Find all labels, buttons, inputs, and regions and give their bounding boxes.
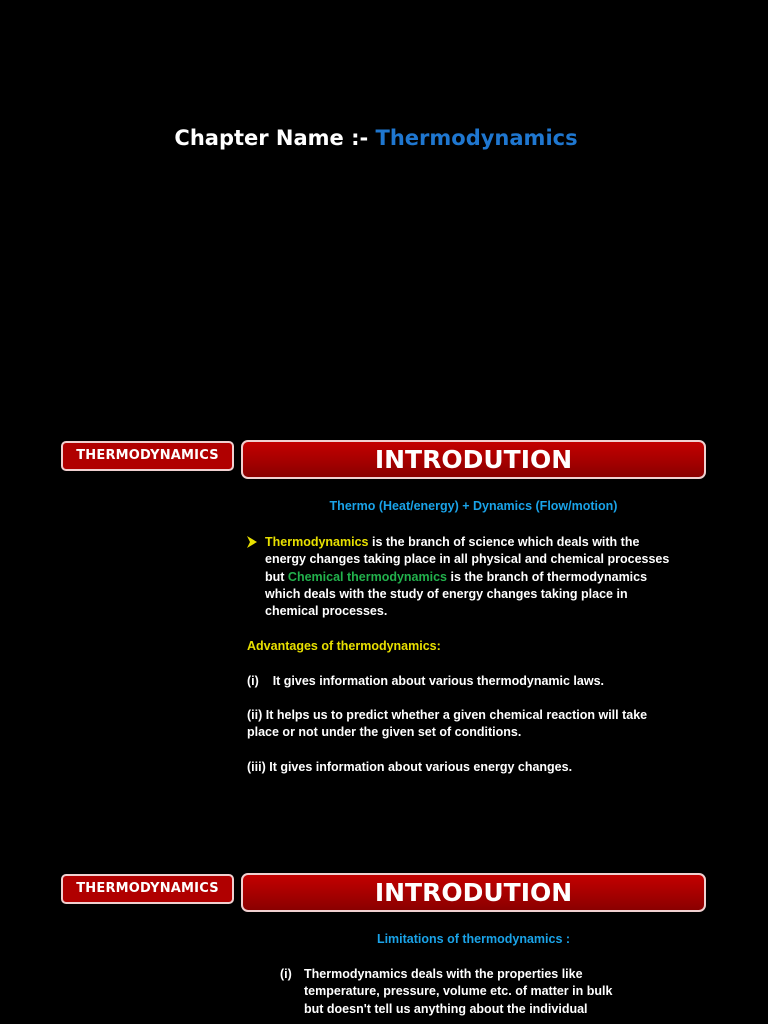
slide1-section-tag: THERMODYNAMICS: [61, 441, 234, 471]
limitations-heading: Limitations of thermodynamics :: [376, 932, 571, 946]
advantage-i: (i) It gives information about various thermodynamic laws.: [247, 674, 605, 688]
chapter-title: [0, 126, 752, 150]
slide1-para-line5: chemical processes.: [265, 604, 388, 618]
slide1-banner-title: INTRODUTION: [241, 440, 706, 479]
limitation-i-marker: (i): [280, 967, 292, 981]
advantages-heading: Advantages of thermodynamics:: [247, 639, 441, 653]
bullet-arrow-icon: [247, 536, 257, 548]
slide2-section-tag: THERMODYNAMICS: [61, 874, 234, 904]
slide1-para-line1: Thermodynamics is the branch of science which deals with the: [265, 535, 640, 549]
chapter-label: Chapter Name :-: [174, 126, 376, 150]
slide1-para-line3: but Chemical thermodynamics is the branch of thermodynamics: [265, 570, 648, 584]
advantage-ii-line1: (ii) It helps us to predict whether a given chemical reaction will take: [247, 708, 648, 722]
term-thermodynamics: Thermodynamics: [265, 535, 369, 549]
slide1-para-line4: which deals with the study of energy changes taking place in: [265, 587, 628, 601]
chapter-topic: Thermodynamics: [375, 126, 578, 150]
advantage-iii: (iii) It gives information about various energy changes.: [247, 760, 573, 774]
slide1-para-line2: energy changes taking place in all physical and chemical processes: [265, 552, 670, 566]
slide2-banner-title: INTRODUTION: [241, 873, 706, 912]
limitation-i-line3: but doesn't tell us anything about the individual: [304, 1002, 588, 1016]
limitation-i-line1: Thermodynamics deals with the properties like: [304, 967, 583, 981]
limitation-i-line2: temperature, pressure, volume etc. of matter in bulk: [304, 984, 613, 998]
advantage-ii-line2: place or not under the given set of conditions.: [247, 725, 522, 739]
slide1-formula: Thermo (Heat/energy) + Dynamics (Flow/motion): [329, 499, 618, 513]
term-chemical-thermodynamics: Chemical thermodynamics: [287, 570, 448, 584]
